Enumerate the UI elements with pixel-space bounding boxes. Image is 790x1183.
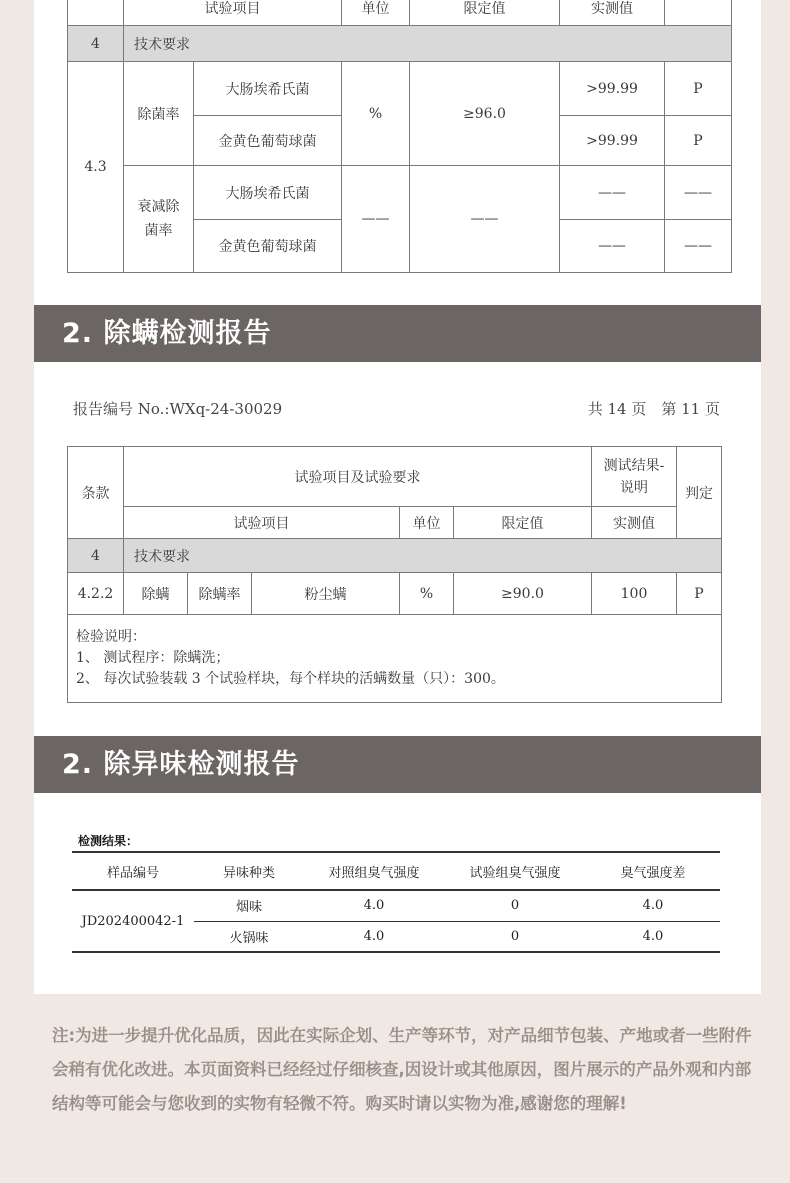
odor-header: 对照组臭气强度	[304, 852, 444, 890]
header-blank	[68, 0, 124, 26]
sample-id: JD202400042-1	[72, 890, 194, 952]
row-metric: 除螨率	[188, 573, 252, 615]
unit-value: %	[342, 62, 410, 166]
measured-value: >99.99	[560, 116, 665, 166]
odor-header: 异味种类	[194, 852, 304, 890]
bacteria-name: 大肠埃希氏菌	[194, 166, 342, 220]
row-clause: 4.2.2	[68, 573, 124, 615]
odor-type: 烟味	[194, 890, 304, 921]
col-items: 试验项目及试验要求	[124, 447, 592, 507]
verdict-value: ——	[665, 166, 732, 220]
limit-value: ≥96.0	[410, 62, 560, 166]
measured-value: >99.99	[560, 62, 665, 116]
row-measured: 100	[592, 573, 677, 615]
notes-title: 检验说明：	[76, 629, 146, 645]
section-banner-odor-report: 2. 除异味检测报告	[34, 736, 761, 793]
sub-unit: 单位	[400, 507, 454, 539]
measured-value: ——	[560, 166, 665, 220]
category-name: 衰减除 菌率	[124, 166, 194, 273]
note-line: 2、 每次试验装载 3 个试验样块，每个样块的活螨数量（只）：300。	[76, 671, 505, 687]
antibacterial-table	[67, 0, 732, 273]
test-notes	[68, 615, 722, 703]
page-info: 共 14 页 第 11 页	[587, 400, 720, 418]
col-result: 测试结果- 说明	[592, 447, 677, 507]
group-label: 技术要求	[124, 539, 722, 573]
category-name: 除菌率	[124, 62, 194, 166]
odor-header: 样品编号	[72, 852, 194, 890]
header-unit: 单位	[342, 0, 410, 26]
verdict-value: P	[665, 116, 732, 166]
limit-value: ——	[410, 166, 560, 273]
header-verdict-blank	[665, 0, 732, 26]
disclaimer-note: 注:为进一步提升优化品质，因此在实际企划、生产等环节，对产品细节包装、产地或者一些附件会稍有优化改进。本页面资料已经经过仔细核查,因设计或其他原因，图片展示的产品外观和内部结构等可能会与您收到的实物有轻微不符。购买时请以实物为准,感谢您的理解!	[52, 1026, 752, 1113]
row-limit: ≥90.0	[454, 573, 592, 615]
control-intensity: 4.0	[304, 890, 444, 921]
control-intensity: 4.0	[304, 921, 444, 952]
clause-cell: 4.3	[68, 62, 124, 273]
sub-item: 试验项目	[124, 507, 400, 539]
col-verdict: 判定	[677, 447, 722, 539]
test-intensity: 0	[444, 890, 586, 921]
bacteria-name: 大肠埃希氏菌	[194, 62, 342, 116]
header-limit: 限定值	[410, 0, 560, 26]
bacteria-name: 金黄色葡萄球菌	[194, 220, 342, 273]
odor-header: 臭气强度差	[586, 852, 720, 890]
row-unit: %	[400, 573, 454, 615]
odor-type: 火锅味	[194, 921, 304, 952]
bacteria-name: 金黄色葡萄球菌	[194, 116, 342, 166]
odor-results-title: 检测结果：	[78, 834, 139, 848]
intensity-diff: 4.0	[586, 890, 720, 921]
note-line: 1、 测试程序：除螨洗；	[76, 650, 230, 666]
sub-measured: 实测值	[592, 507, 677, 539]
report-number: 报告编号 No.:WXq-24-30029	[73, 400, 283, 418]
measured-value: ——	[560, 220, 665, 273]
verdict-value: P	[665, 62, 732, 116]
intensity-diff: 4.0	[586, 921, 720, 952]
group-label: 技术要求	[124, 26, 732, 62]
group-clause: 4	[68, 539, 124, 573]
verdict-value: ——	[665, 220, 732, 273]
row-target: 粉尘螨	[252, 573, 400, 615]
unit-value: ——	[342, 166, 410, 273]
test-intensity: 0	[444, 921, 586, 952]
section-banner-mite-report: 2. 除螨检测报告	[34, 305, 761, 362]
group-clause: 4	[68, 26, 124, 62]
sub-limit: 限定值	[454, 507, 592, 539]
header-item: 试验项目	[124, 0, 342, 26]
odor-table	[72, 851, 720, 953]
mite-table	[67, 446, 722, 703]
odor-header: 试验组臭气强度	[444, 852, 586, 890]
col-clause: 条款	[68, 447, 124, 539]
row-verdict: P	[677, 573, 722, 615]
row-category: 除螨	[124, 573, 188, 615]
header-measured: 实测值	[560, 0, 665, 26]
